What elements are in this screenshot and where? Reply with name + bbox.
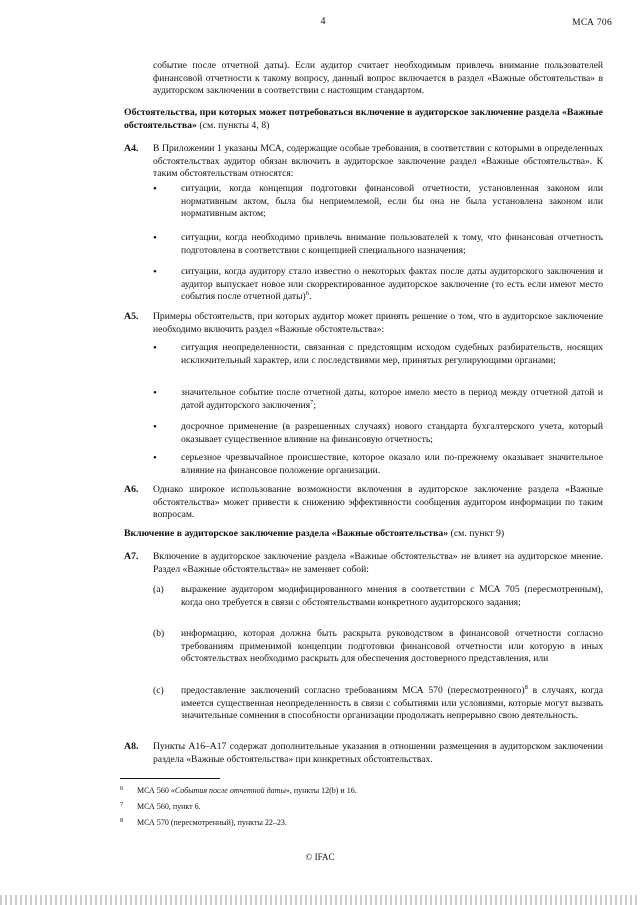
item-marker-a: (a) bbox=[153, 584, 164, 595]
bullet-icon: • bbox=[153, 421, 157, 433]
footnote-6-title: События после отчетной даты bbox=[174, 786, 286, 795]
paragraph-label-a7: A7. bbox=[124, 551, 139, 562]
copyright-footer: © IFAC bbox=[305, 852, 335, 862]
paragraph-a5: Примеры обстоятельств, при которых аудитор может принять решение о том, что в аудиторское заключение необходимо включить раздел «Важные обстоятельства»: bbox=[153, 311, 603, 335]
footnote-6-text-2: », пункты 12(b) и 16. bbox=[285, 786, 357, 795]
paragraph-label-a4: A4. bbox=[124, 143, 139, 154]
a7-item-c bbox=[181, 685, 603, 723]
a5-bullet-2-text: значительное событие после отчетной даты, которое имело место в период между отчетной датой и датой аудиторского заключения bbox=[181, 387, 603, 411]
section-heading-1-ref: (см. пункты 4, 8) bbox=[196, 119, 270, 131]
footnote-number-6: 6 bbox=[120, 785, 124, 792]
a5-bullet-4: серьезное чрезвычайное происшествие, которое оказало или по-прежнему оказывает значительное влияние на финансовое положение организации. bbox=[181, 452, 603, 476]
a7-item-c-text-1: предоставление заключений согласно требованиям МСА 570 (пересмотренного) bbox=[181, 685, 525, 696]
a4-bullet-3-end: . bbox=[308, 291, 312, 302]
footnote-number-7: 7 bbox=[120, 801, 124, 808]
footnote-ref-8: 8 bbox=[524, 683, 528, 691]
scan-edge-artifact bbox=[0, 895, 640, 905]
a4-bullet-1: ситуации, когда концепция подготовки финансовой отчетности, установленная законом или нормативным актом, была бы неприемлемой, если бы она не была установлена законом или нормативным актом; bbox=[181, 183, 603, 219]
footnote-6-text-1: МСА 560 « bbox=[137, 786, 175, 795]
footnote-number-8: 8 bbox=[120, 817, 124, 824]
a5-bullet-2-end: ; bbox=[313, 399, 317, 411]
paragraph-a4: В Приложении 1 указаны МСА, содержащие особые требования, в соответствии с которыми в определенных обстоятельствах аудитор обязан включить в аудиторское заключение раздел «Важные обстоятельства». К таким обстоятельствам относятся: bbox=[153, 143, 603, 179]
footnote-6 bbox=[137, 786, 357, 795]
bullet-icon: • bbox=[153, 232, 157, 244]
a4-bullet-2: ситуации, когда необходимо привлечь внимание пользователей к тому, что финансовая отчетность подготовлена в соответствии с концепцией специального назначения; bbox=[181, 232, 603, 256]
section-heading-1-text: Обстоятельства, при которых может потребоваться включение в аудиторское заключение раздела «Важные обстоятельства» bbox=[124, 107, 604, 131]
footnote-divider bbox=[120, 778, 220, 779]
bullet-icon: • bbox=[153, 342, 157, 354]
section-heading-2-ref: (см. пункт 9) bbox=[448, 528, 505, 539]
intro-paragraph: событие после отчетной даты). Если аудитор считает необходимым привлечь внимание пользователей финансовой отчетности к такому вопросу, данный вопрос включается в раздел «Важные обстоятельства» в аудиторском заключении в соответствии с настоящим стандартом. bbox=[153, 60, 603, 96]
paragraph-a7: Включение в аудиторское заключение раздела «Важные обстоятельства» не влияет на аудиторское мнение. Раздел «Важные обстоятельства» не заменяет собой: bbox=[153, 551, 603, 575]
item-marker-b: (b) bbox=[153, 628, 165, 639]
item-marker-c: (c) bbox=[153, 685, 164, 696]
paragraph-a8: Пункты A16–A17 содержат дополнительные указания в отношении размещения в аудиторском заключении раздела «Важные обстоятельства» при конкретных обстоятельствах. bbox=[153, 741, 603, 765]
a4-bullet-3-text: ситуации, когда аудитору стало известно о некоторых фактах после даты аудиторского заключения и аудитор выпускает новое или скорректированное аудиторское заключение (то есть если имеют место события после отчетной даты) bbox=[181, 266, 603, 302]
page-number: 4 bbox=[320, 16, 326, 27]
bullet-icon: • bbox=[153, 183, 157, 195]
paragraph-label-a5: A5. bbox=[124, 311, 139, 322]
footnote-ref-6: 6 bbox=[305, 289, 309, 297]
footnote-ref-7: 7 bbox=[310, 398, 314, 406]
a5-bullet-3: досрочное применение (в разрешенных случаях) нового стандарта бухгалтерского учета, который оказывает существенное влияние на финансовую отчетность; bbox=[181, 421, 603, 445]
section-heading-2-text: Включение в аудиторское заключение раздела «Важные обстоятельства» bbox=[124, 528, 449, 539]
a5-bullet-2 bbox=[181, 387, 603, 412]
section-heading-1 bbox=[124, 107, 604, 132]
footnote-7: МСА 560, пункт 6. bbox=[137, 802, 201, 811]
a7-item-b: информацию, которая должна быть раскрыта руководством в финансовой отчетности согласно требованиям применимой концепции подготовки финансовой отчетности или которую в иных обстоятельствах необходимо раскрыть для обеспечения достоверного представления, или bbox=[181, 628, 603, 664]
a7-item-a: выражение аудитором модифицированного мнения в соответствии с МСА 705 (пересмотренным), когда оно требуется в связи с обстоятельствами конкретного аудиторского задания; bbox=[181, 584, 603, 608]
bullet-icon: • bbox=[153, 452, 157, 464]
paragraph-label-a8: A8. bbox=[124, 741, 139, 752]
paragraph-a6: Однако широкое использование возможности включения в аудиторское заключение раздела «Важные обстоятельства» может привести к снижению эффективности сообщения аудитором информации по таким вопросам. bbox=[153, 484, 603, 520]
bullet-icon: • bbox=[153, 387, 157, 399]
bullet-icon: • bbox=[153, 266, 157, 278]
a7-item-c-text-2: в случаях, когда имеется существенная неопределенность в связи с событиями или условиями, которые могут вызвать значительные сомнения в способности организации продолжать непрерывно свою деятельность. bbox=[181, 685, 604, 721]
footnote-8: МСА 570 (пересмотренный), пункты 22–23. bbox=[137, 818, 287, 827]
paragraph-label-a6: A6. bbox=[124, 484, 139, 495]
section-heading-2 bbox=[124, 528, 604, 541]
a5-bullet-1: ситуация неопределенности, связанная с предстоящим исходом судебных разбирательств, носящих исключительный характер, или с последствиями мер, принятых регулирующими органами; bbox=[181, 342, 603, 366]
a4-bullet-3 bbox=[181, 266, 603, 304]
document-code: МСА 706 bbox=[572, 18, 612, 28]
